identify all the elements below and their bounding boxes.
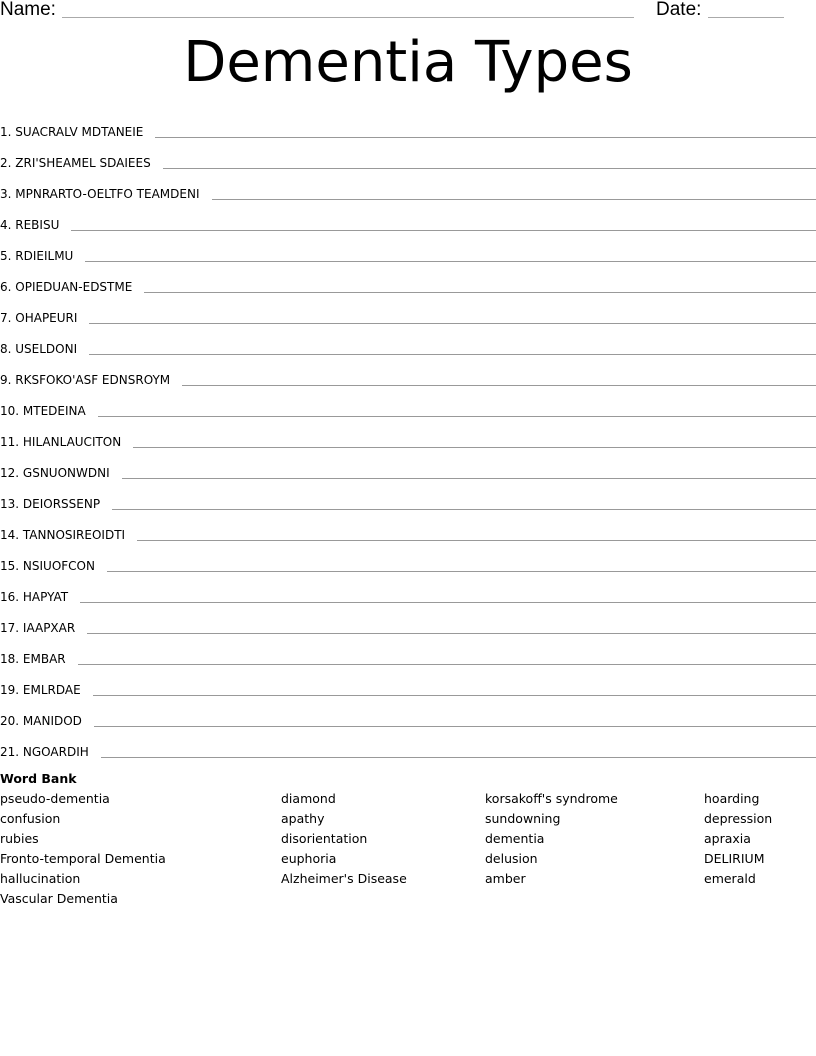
question-row — [0, 607, 816, 638]
word-bank-item: DELIRIUM — [704, 851, 765, 866]
word-bank-column — [0, 790, 166, 910]
question-row — [0, 638, 816, 669]
scrambled-word: 18. EMBAR — [0, 652, 66, 666]
question-row — [0, 514, 816, 545]
question-row — [0, 452, 816, 483]
answer-line[interactable] — [89, 354, 816, 355]
scrambled-word: 5. RDIEILMU — [0, 249, 74, 263]
answer-line[interactable] — [101, 757, 816, 758]
answer-line[interactable] — [163, 168, 816, 169]
answer-line[interactable] — [137, 540, 816, 541]
word-bank-column — [704, 790, 772, 890]
word-bank — [0, 770, 816, 906]
scrambled-word: 8. USELDONI — [0, 342, 78, 356]
question-list — [0, 111, 816, 762]
scrambled-word: 1. SUACRALV MDTANEIE — [0, 125, 144, 139]
answer-line[interactable] — [182, 385, 816, 386]
scrambled-word: 3. MPNRARTO-OELTFO TEAMDENI — [0, 187, 200, 201]
word-bank-item: hoarding — [704, 791, 760, 806]
scrambled-word: 7. OHAPEURI — [0, 311, 78, 325]
word-bank-item: depression — [704, 811, 773, 826]
word-bank-item: apraxia — [704, 831, 751, 846]
word-bank-item: dementia — [485, 831, 545, 846]
answer-line[interactable] — [87, 633, 816, 634]
name-label: Name: — [0, 0, 56, 20]
word-bank-item: apathy — [281, 811, 325, 826]
question-row — [0, 576, 816, 607]
answer-line[interactable] — [89, 323, 816, 324]
scrambled-word: 20. MANIDOD — [0, 714, 82, 728]
question-row — [0, 173, 816, 204]
question-row — [0, 328, 816, 359]
question-row — [0, 359, 816, 390]
scrambled-word: 4. REBISU — [0, 218, 60, 232]
question-row — [0, 390, 816, 421]
name-field-line[interactable] — [62, 17, 634, 18]
question-row — [0, 266, 816, 297]
answer-line[interactable] — [85, 261, 816, 262]
scrambled-word: 2. ZRI'SHEAMEL SDAIEES — [0, 156, 151, 170]
word-bank-item: sundowning — [485, 811, 561, 826]
scrambled-word: 19. EMLRDAE — [0, 683, 81, 697]
answer-line[interactable] — [133, 447, 816, 448]
word-bank-title: Word Bank — [0, 771, 77, 786]
question-row — [0, 669, 816, 700]
scrambled-word: 17. IAAPXAR — [0, 621, 76, 635]
scrambled-word: 13. DEIORSSENP — [0, 497, 101, 511]
answer-line[interactable] — [122, 478, 816, 479]
answer-line[interactable] — [78, 664, 816, 665]
date-field-line[interactable] — [708, 17, 784, 18]
date-label: Date: — [656, 0, 702, 20]
answer-line[interactable] — [155, 137, 816, 138]
answer-line[interactable] — [71, 230, 816, 231]
question-row — [0, 204, 816, 235]
word-bank-item: hallucination — [0, 871, 81, 886]
scrambled-word: 6. OPIEDUAN-EDSTME — [0, 280, 133, 294]
scrambled-word: 12. GSNUONWDNI — [0, 466, 110, 480]
word-bank-item: amber — [485, 871, 526, 886]
answer-line[interactable] — [144, 292, 816, 293]
word-bank-item: korsakoff's syndrome — [485, 791, 618, 806]
word-bank-item: Alzheimer's Disease — [281, 871, 407, 886]
word-bank-item: Vascular Dementia — [0, 891, 118, 906]
question-row — [0, 235, 816, 266]
answer-line[interactable] — [107, 571, 816, 572]
answer-line[interactable] — [80, 602, 816, 603]
scrambled-word: 9. RKSFOKO'ASF EDNSROYM — [0, 373, 171, 387]
page-title: Dementia Types — [183, 30, 633, 95]
word-bank-item: disorientation — [281, 831, 368, 846]
scrambled-word: 16. HAPYAT — [0, 590, 69, 604]
word-bank-item: delusion — [485, 851, 538, 866]
word-bank-item: rubies — [0, 831, 39, 846]
word-bank-item: euphoria — [281, 851, 337, 866]
answer-line[interactable] — [212, 199, 816, 200]
question-row — [0, 297, 816, 328]
answer-line[interactable] — [93, 695, 816, 696]
question-row — [0, 111, 816, 142]
question-row — [0, 545, 816, 576]
word-bank-column — [281, 790, 407, 890]
question-row — [0, 700, 816, 731]
scrambled-word: 21. NGOARDIH — [0, 745, 89, 759]
word-bank-item: diamond — [281, 791, 336, 806]
question-row — [0, 142, 816, 173]
question-row — [0, 731, 816, 762]
word-bank-item: pseudo-dementia — [0, 791, 110, 806]
scrambled-word: 10. MTEDEINA — [0, 404, 86, 418]
word-bank-column — [485, 790, 618, 890]
word-bank-item: confusion — [0, 811, 61, 826]
answer-line[interactable] — [112, 509, 816, 510]
question-row — [0, 421, 816, 452]
scrambled-word: 14. TANNOSIREOIDTI — [0, 528, 126, 542]
scrambled-word: 11. HILANLAUCITON — [0, 435, 122, 449]
question-row — [0, 483, 816, 514]
word-bank-item: emerald — [704, 871, 756, 886]
header — [0, 0, 816, 22]
word-bank-item: Fronto-temporal Dementia — [0, 851, 166, 866]
answer-line[interactable] — [94, 726, 816, 727]
scrambled-word: 15. NSIUOFCON — [0, 559, 95, 573]
answer-line[interactable] — [98, 416, 816, 417]
